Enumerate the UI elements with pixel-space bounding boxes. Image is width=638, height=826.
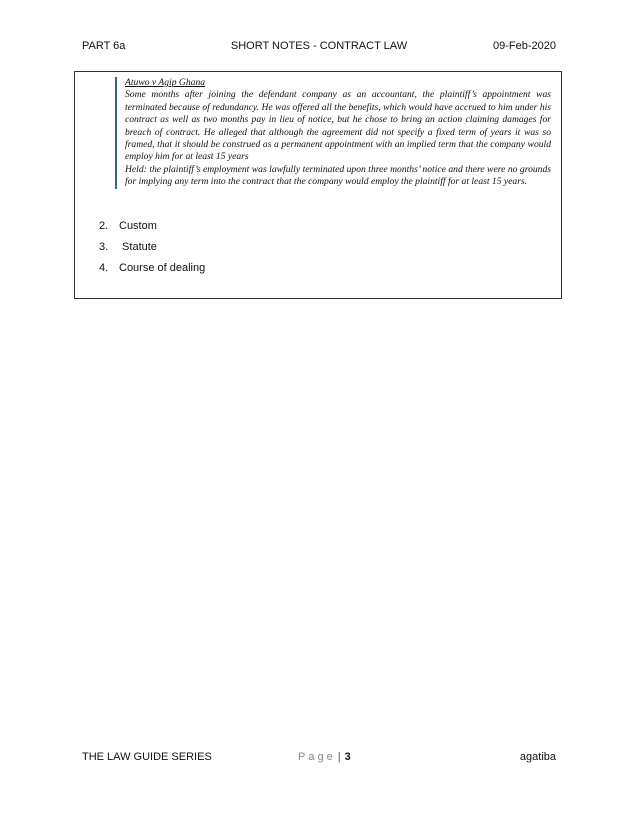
list-item — [99, 239, 205, 260]
list-item-number: 3. — [99, 241, 109, 253]
page-separator: | — [337, 751, 341, 763]
page-header — [82, 40, 556, 56]
list-item — [99, 218, 205, 239]
page-label: Page — [298, 751, 336, 763]
list-item-number: 4. — [99, 262, 109, 274]
sources-list — [99, 218, 205, 281]
header-title: SHORT NOTES - CONTRACT LAW — [230, 40, 408, 52]
case-title: Atuwo v Agip Ghana — [125, 77, 206, 88]
header-date: 09-Feb-2020 — [493, 40, 556, 52]
page-footer — [82, 751, 556, 767]
list-item-text: Statute — [119, 241, 157, 253]
list-item-text: Custom — [119, 220, 157, 232]
list-item — [99, 260, 205, 281]
content-box — [74, 71, 562, 299]
header-part-label: PART 6a — [82, 40, 126, 52]
page-number: 3 — [344, 751, 351, 763]
case-facts: Some months after joining the defendant company as an accountant, the plaintiff’s appointment was terminated because of redundancy. He was offered all the benefits, which would have accrued to him under his contract as well as two months pay in lieu of notice, but he chose to bring an action claiming damages for breach of contract. He alleged that although the agreement did not specify a fixed term of years it was so framed, that it should be construed as a permanent appointment with an implied term that the company would employ him for at least 15 years — [125, 89, 551, 163]
footer-series: THE LAW GUIDE SERIES — [82, 751, 212, 763]
list-item-text: Course of dealing — [119, 262, 206, 274]
case-held: Held: the plaintiff’s employment was lawfully terminated upon three months’ notice and there were no grounds for implying any term into the contract that the company would employ the plaintiff for at least 15 years. — [125, 163, 551, 188]
footer-author: agatiba — [519, 751, 556, 763]
page-indicator — [298, 751, 351, 763]
case-note — [115, 77, 551, 189]
list-item-number: 2. — [99, 220, 109, 232]
